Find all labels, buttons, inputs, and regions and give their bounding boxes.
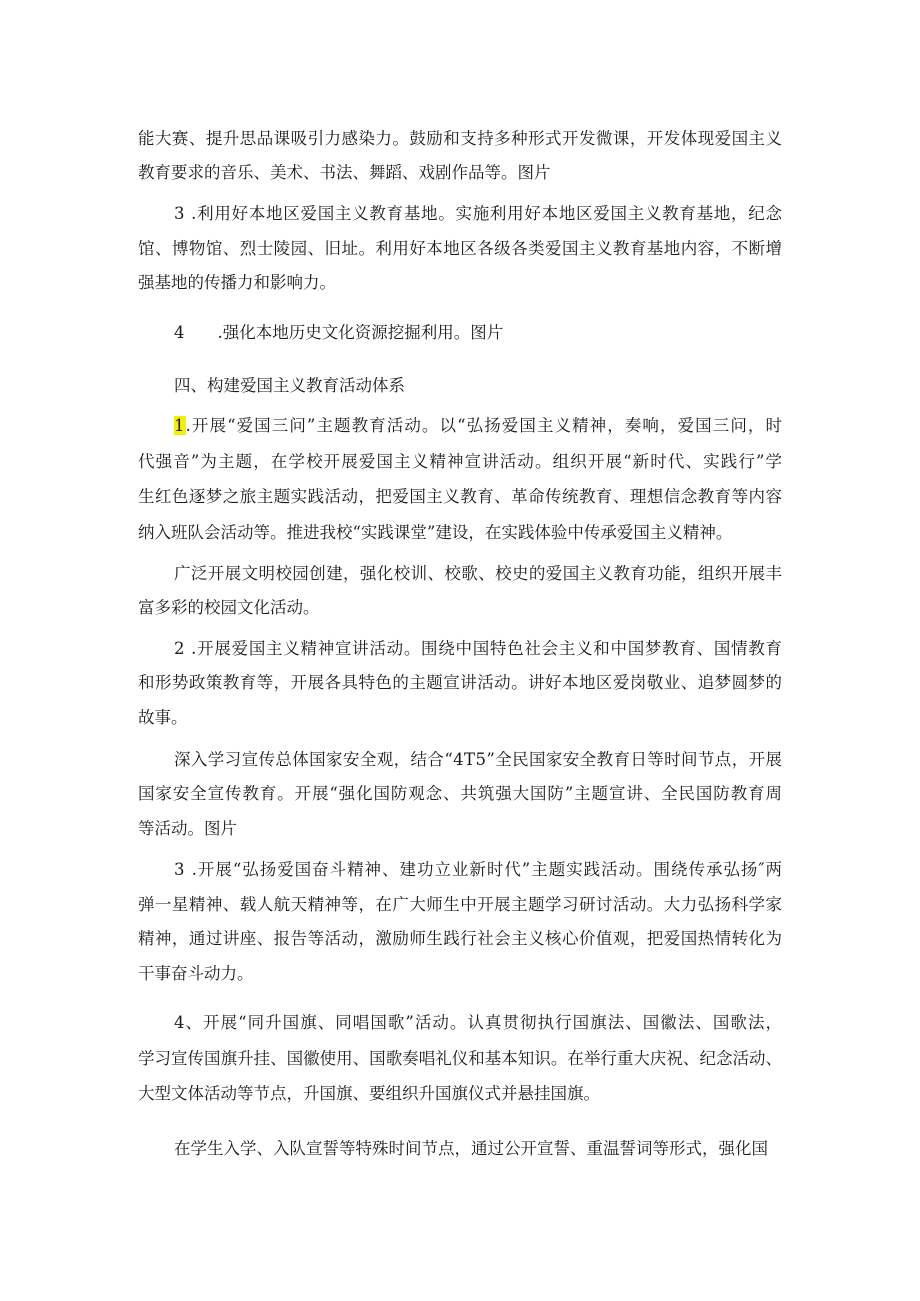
paragraph-line	[138, 451, 783, 473]
line-text: 2 .开展爱国主义精神宣讲活动。围绕中国特色社会主义和中国梦教育、国情教育	[174, 639, 783, 658]
paragraph-line	[138, 272, 336, 294]
highlighted-number: 1	[174, 416, 186, 435]
paragraph-line	[138, 818, 237, 840]
paragraph-line	[174, 638, 783, 660]
section-heading	[174, 375, 405, 397]
paragraph-line	[174, 322, 503, 344]
paragraph-line	[138, 486, 782, 508]
paragraph-line	[174, 1138, 768, 1160]
paragraph-line	[138, 928, 782, 950]
line-text: 等活动。图片	[138, 819, 237, 838]
line-text: 富多彩的校园文化活动。	[138, 598, 320, 617]
paragraph-line	[138, 238, 782, 260]
line-text: 在学生入学、入队宣誓等特殊时间节点，通过公开宣誓、重温誓词等形式，强化国	[174, 1139, 768, 1158]
line-text: 学习宣传国旗升挂、国徽使用、国歌奏唱礼仪和基本知识。在举行重大庆祝、纪念活动、	[138, 1049, 783, 1068]
paragraph-line	[138, 1083, 600, 1105]
paragraph-line	[174, 563, 782, 585]
line-text: 代强音”为主题，在学校开展爱国主义精神宣讲活动。组织开展“新时代、实践行”学	[138, 452, 784, 471]
paragraph-line	[138, 162, 551, 184]
paragraph-line	[138, 783, 783, 805]
paragraph-line	[138, 1048, 782, 1070]
line-text: 教育要求的音乐、美术、书法、舞蹈、戏剧作品等。图片	[138, 163, 551, 182]
paragraph-line	[138, 672, 782, 694]
line-text: 3 .开展“弘扬爱国奋斗精神、建功立业新时代”主题实践活动。围绕传承弘扬″两	[174, 860, 783, 879]
paragraph-line	[138, 963, 254, 985]
line-text: 广泛开展文明校园创建，强化校训、校歌、校史的爱国主义教育功能，组织开展丰	[174, 564, 783, 583]
paragraph-line	[174, 203, 783, 225]
line-text: .开展“爱国三问”主题教育活动。以“弘扬爱国主义精神，奏响，爱国三问，时	[185, 416, 784, 435]
line-text: 馆、博物馆、烈士陵园、旧址。利用好本地区各级各类爱国主义教育基地内容，不断增	[138, 239, 783, 258]
line-text: 故事。	[138, 708, 188, 727]
line-text: 3 .利用好本地区爱国主义教育基地。实施利用好本地区爱国主义教育基地，纪念	[174, 204, 783, 223]
line-text: 大型文体活动等节点，升国旗、要组织升国旗仪式并悬挂国旗。	[138, 1084, 600, 1103]
paragraph-line	[174, 1012, 783, 1034]
line-text: 4、开展“同升国旗、同唱国歌”活动。认真贯彻执行国旗法、国徽法、国歌法，	[174, 1013, 784, 1032]
line-text: 和形势政策教育等，开展各具特色的主题宣讲活动。讲好本地区爱岗敬业、追梦圆梦的	[138, 673, 783, 692]
line-text: 4 .强化本地历史文化资源挖掘利用。图片	[174, 323, 504, 342]
paragraph-line	[174, 749, 782, 771]
paragraph-line	[138, 128, 782, 150]
paragraph-line	[138, 597, 320, 619]
line-text: 强基地的传播力和影响力。	[138, 273, 336, 292]
line-text: 国家安全宣传教育。开展“强化国防观念、共筑强大国防”主题宣讲、全民国防教育周	[138, 784, 783, 803]
line-text: 弹一星精神、载人航天精神等，在广大师生中开展主题学习研讨活动。大力弘扬科学家	[138, 895, 783, 914]
paragraph-line	[174, 859, 783, 881]
line-text: 干事奋斗动力。	[138, 964, 254, 983]
line-text: 生红色逐梦之旅主题实践活动，把爱国主义教育、革命传统教育、理想信念教育等内容	[138, 487, 783, 506]
line-text: 深入学习宣传总体国家安全观，结合“4T5”全民国家安全教育日等时间节点，开展	[174, 750, 783, 769]
paragraph-line	[138, 707, 188, 729]
line-text: 四、构建爱国主义教育活动体系	[174, 376, 405, 395]
line-text: 纳入班队会活动等。推进我校“实践课堂”建设，在实践体验中传承爱国主义精神。	[138, 523, 733, 542]
paragraph-line	[138, 894, 782, 916]
paragraph-line	[138, 522, 732, 544]
line-text: 精神，通过讲座、报告等活动，激励师生践行社会主义核心价值观，把爱国热情转化为	[138, 929, 783, 948]
paragraph-line	[174, 415, 783, 437]
line-text: 能大赛、提升思品课吸引力感染力。鼓励和支持多种形式开发微课，开发体现爱国主义	[138, 129, 783, 148]
